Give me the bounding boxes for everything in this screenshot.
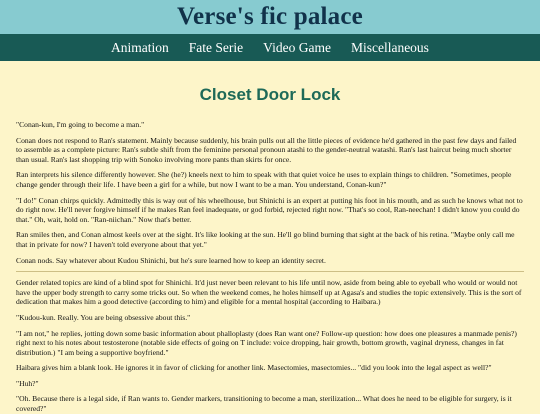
story-body [0,120,540,414]
story-paragraph: "Huh?" [16,378,39,388]
story-content [0,85,540,414]
story-paragraph: Gender related topics are kind of a blind spot for Shinichi. It'd just never been relevant to his life until now, aside from being able to eyeball who would or would not have the upper body strength to carry some tricks out. So when the weekend comes, he holes himself up at Agasa's and studies the topic extensively. This is the sort of dedication that makes him a good detective (according to him) and eligible for a mental hospital (according to Haibara.) [16,278,522,307]
story-paragraph: Ran smiles then, and Conan almost keels over at the sight. It's like looking at the sun. He'll go blind burning that sight at the back of his retina. "Maybe only call me that in private for now? I haven't told everyone about that yet." [16,230,515,249]
scene-break-divider [16,271,524,272]
story-paragraph: Conan does not respond to Ran's statement. Mainly because suddenly, his brain pulls out all the little pieces of evidence he'd gathered in the past few days and failed to assemble as a complete picture: Ran's subtle shift from the feminine personal pronoun atashi to the gender-neutral watashi. Ran's last haircut being much shorter than usual. Ran's last shopping trip with Sonoko involving more pants than skirts for once. [16,135,517,164]
nav-link-video-game[interactable]: Video Game [263,39,331,55]
nav-link-miscellaneous[interactable]: Miscellaneous [350,39,429,55]
site-title[interactable]: Verse's fic palace [177,3,363,30]
site-header [0,0,540,34]
nav-link-animation[interactable]: Animation [111,39,169,55]
story-title: Closet Door Lock [199,85,341,104]
nav-link-fate-serie[interactable]: Fate Serie [188,39,244,55]
story-paragraph: "Kudou-kun. Really. You are being obsessive about this." [16,312,191,322]
story-paragraph: Conan nods. Say whatever about Kudou Shinichi, but he's sure learned how to keep an identity secret. [16,255,326,265]
story-paragraph: Ran interprets his silence differently however. She (he?) kneels next to him to speak with that quiet voice he uses to explain things to children. "Sometimes, people change gender through their life. I have been a girl for a while, but now I want to be a man. You understand, Conan-kun?" [16,170,512,189]
main-nav [0,34,540,61]
story-paragraph: "I am not," he replies, jotting down some basic information about phalloplasty (does Ran want one? Follow-up question: how does one pleasures a manmade penis?) right next to his notes about testosterone (notable side effects of going on T include: voice dropping, hair growth, bottom growth, vaginal dryness, changes in fat distribution.) "I am being a supportive boyfriend." [16,328,517,357]
story-paragraph: "Conan-kun, I'm going to become a man." [16,120,145,129]
story-paragraph: "I do!" Conan chirps quickly. Admittedly this is way out of his wheelhouse, but Shinichi is an expert at putting his foot in his mouth, and as such he knows what not to do right now. He'll never forgive himself if he makes Ran feel inadequate, or god forbid, rejected right now. "That's so cool, Ran-neechan! I didn't know you could do that." Oh, wait, hold on. "Ran-niichan." Now that's better. [16,195,523,224]
story-paragraph: Haibara gives him a blank look. He ignores it in favor of clicking for another link. Masectomies, masectomies... "did you look into the legal aspect as well?" [16,363,492,373]
story-paragraph: "Oh. Because there is a legal side, if Ran wants to. Gender markers, transitioning to become a man, sterilization... What does he need to be eligible for surgery, is it covered?" [16,394,512,414]
